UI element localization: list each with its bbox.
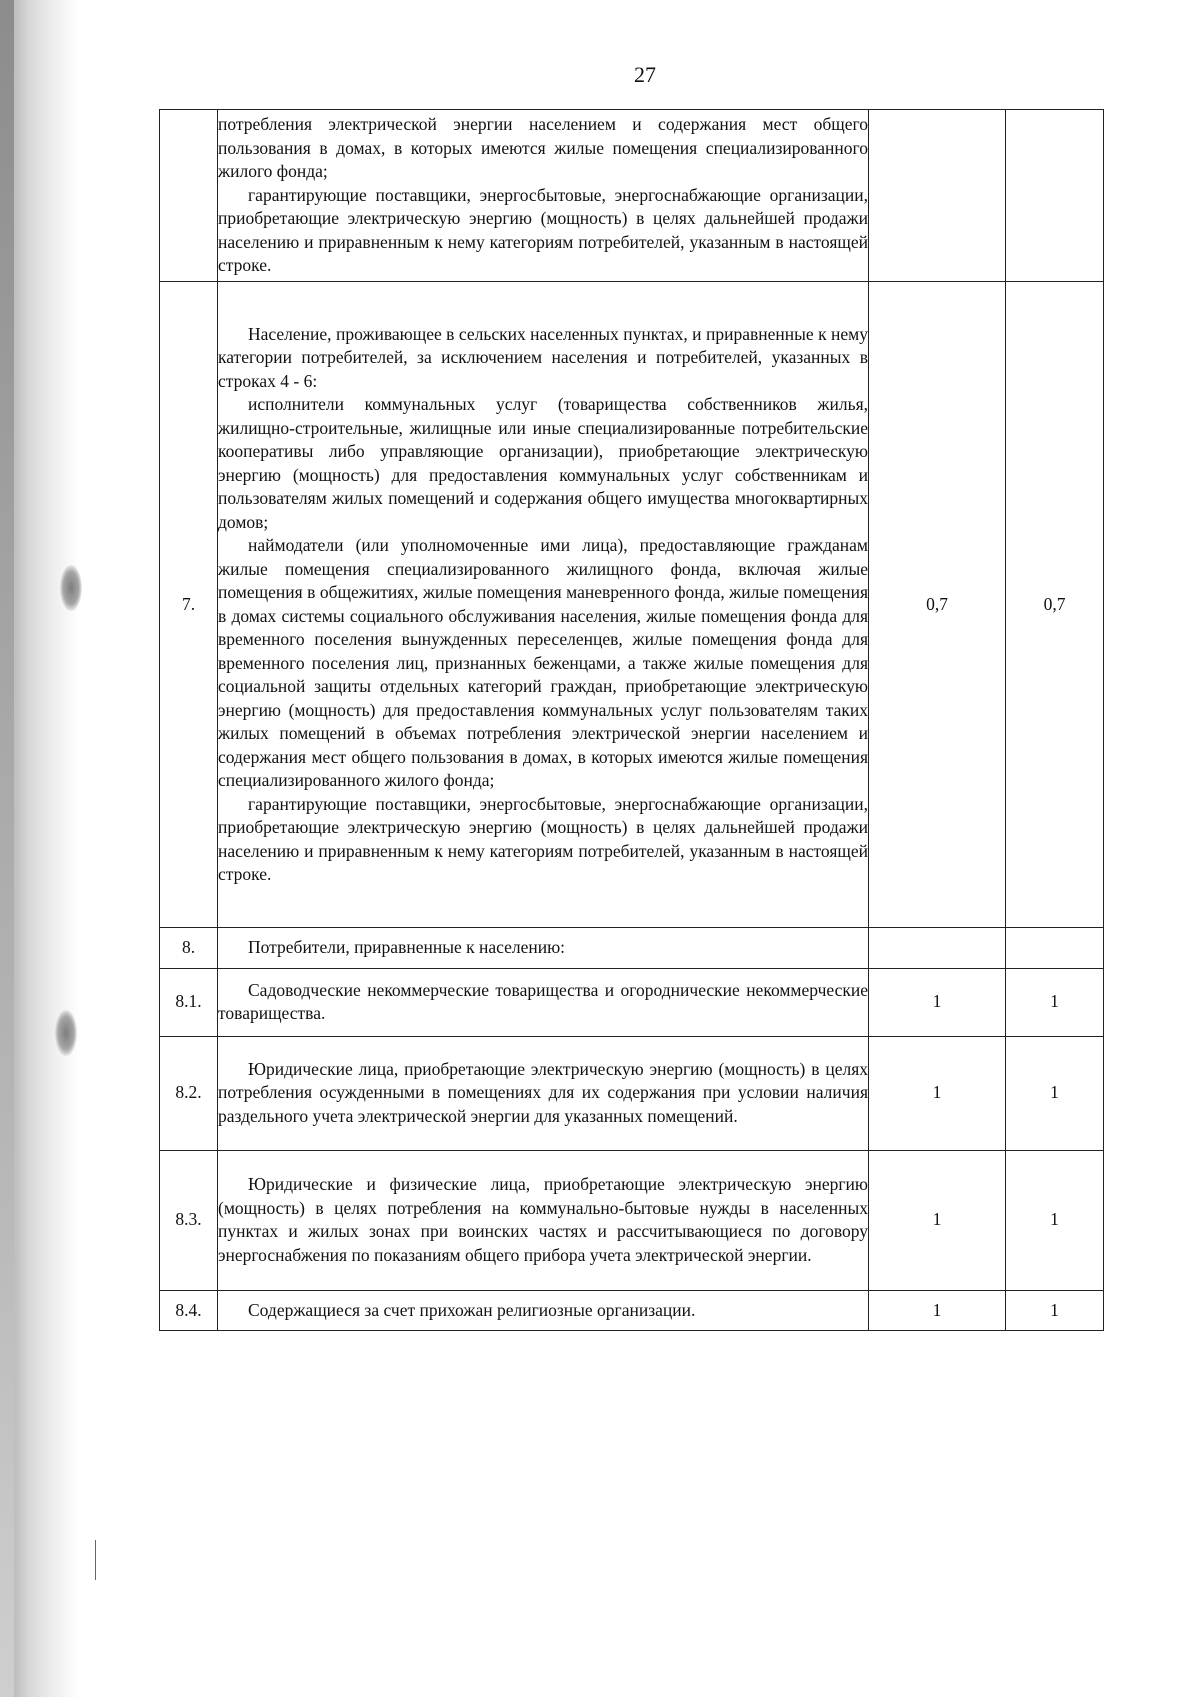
paragraph: потребления электрической энергии населением и содержания мест общего пользования в домах, в которых имеются жилые помещения специализированного жилого фонда; [218, 114, 868, 182]
row-number: 7. [160, 282, 218, 928]
tariff-coefficient-table [159, 109, 1104, 1331]
page-number: 27 [634, 62, 656, 87]
value-cell-2: 1 [1006, 968, 1104, 1036]
row-description [218, 110, 869, 282]
row-description [218, 1036, 869, 1150]
punch-hole-mark [55, 1010, 77, 1056]
paragraph: Садоводческие некоммерческие товарищества и огороднические некоммерческие товарищества. [218, 979, 868, 1023]
value-cell-2 [1006, 928, 1104, 969]
row-number: 8.2. [160, 1036, 218, 1150]
value-cell-2: 1 [1006, 1150, 1104, 1290]
table-row [160, 928, 1104, 969]
value-cell-2: 1 [1006, 1290, 1104, 1331]
scan-artifact-line [95, 1540, 96, 1580]
row-description [218, 928, 869, 969]
paragraph: исполнители коммунальных услуг (товарищества собственников жилья, жилищно-строительные, жилищные или иные специализированные потребительские кооперативы либо управляющие организации), приобретающие электрическую энергию (мощность) для предоставления коммунальных услуг собственникам и пользователям жилых помещений и содержания общего имущества многоквартирных домов; [218, 394, 868, 532]
paragraph: Юридические и физические лица, приобретающие электрическую энергию (мощность) в целях потребления на коммунально-бытовые нужды в населенных пунктах и жилых зонах при воинских частях и рассчитывающиеся по договору энергоснабжения по показаниям общего прибора учета электрической энергии. [218, 1174, 868, 1265]
paragraph: наймодатели (или уполномоченные ими лица), предоставляющие гражданам жилые помещения специализированного жилищного фонда, включая жилые помещения в общежитиях, жилые помещения маневренного фонда, жилые помещения в домах системы социального обслуживания населения, жилые помещения фонда для временного поселения вынужденных переселенцев, жилые помещения фонда для временного поселения лиц, признанных беженцами, а также жилые помещения для социальной защиты отдельных категорий граждан, приобретающие электрическую энергию (мощность) для предоставления коммунальных услуг пользователям таких жилых помещений в объемах потребления электрической энергии населением и содержания мест общего пользования в домах, в которых имеются жилые помещения специализированного жилого фонда; [218, 535, 868, 790]
row-number [160, 110, 218, 282]
value-cell-1: 1 [869, 968, 1006, 1036]
paragraph: Юридические лица, приобретающие электрическую энергию (мощность) в целях потребления осужденными в помещениях для их содержания при условии наличия раздельного учета электрической энергии для указанных помещений. [218, 1058, 868, 1126]
row-description [218, 1150, 869, 1290]
table-row [160, 1150, 1104, 1290]
table-row [160, 282, 1104, 928]
value-cell-1: 0,7 [869, 282, 1006, 928]
row-description [218, 968, 869, 1036]
value-cell-1: 1 [869, 1290, 1006, 1331]
value-cell-2 [1006, 110, 1104, 282]
value-cell-1 [869, 928, 1006, 969]
row-number: 8.3. [160, 1150, 218, 1290]
table-row [160, 110, 1104, 282]
scan-edge-dark [0, 0, 14, 1697]
value-cell-2: 0,7 [1006, 282, 1104, 928]
punch-hole-mark [60, 565, 82, 611]
table-row [160, 968, 1104, 1036]
table-row [160, 1036, 1104, 1150]
value-cell-1: 1 [869, 1036, 1006, 1150]
paragraph: гарантирующие поставщики, энергосбытовые, энергоснабжающие организации, приобретающие электрическую энергию (мощность) в целях дальнейшей продажи населению и приравненным к нему категориям потребителей, указанным в настоящей строке. [218, 184, 868, 276]
row-description [218, 282, 869, 928]
paragraph: Потребители, приравненные к населению: [248, 937, 566, 957]
value-cell-1: 1 [869, 1150, 1006, 1290]
paragraph: Население, проживающее в сельских населенных пунктах, и приравненные к нему категории потребителей, за исключением населения и потребителей, указанных в строках 4 - 6: [218, 323, 868, 391]
row-number: 8.1. [160, 968, 218, 1036]
value-cell-2: 1 [1006, 1036, 1104, 1150]
row-number: 8. [160, 928, 218, 969]
row-description [218, 1290, 869, 1331]
paragraph: Содержащиеся за счет прихожан религиозные организации. [248, 1299, 696, 1320]
value-cell-1 [869, 110, 1006, 282]
paragraph: гарантирующие поставщики, энергосбытовые, энергоснабжающие организации, приобретающие электрическую энергию (мощность) в целях дальнейшей продажи населению и приравненным к нему категориям потребителей, указанным в настоящей строке. [218, 793, 868, 884]
row-number: 8.4. [160, 1290, 218, 1331]
table-row [160, 1290, 1104, 1331]
